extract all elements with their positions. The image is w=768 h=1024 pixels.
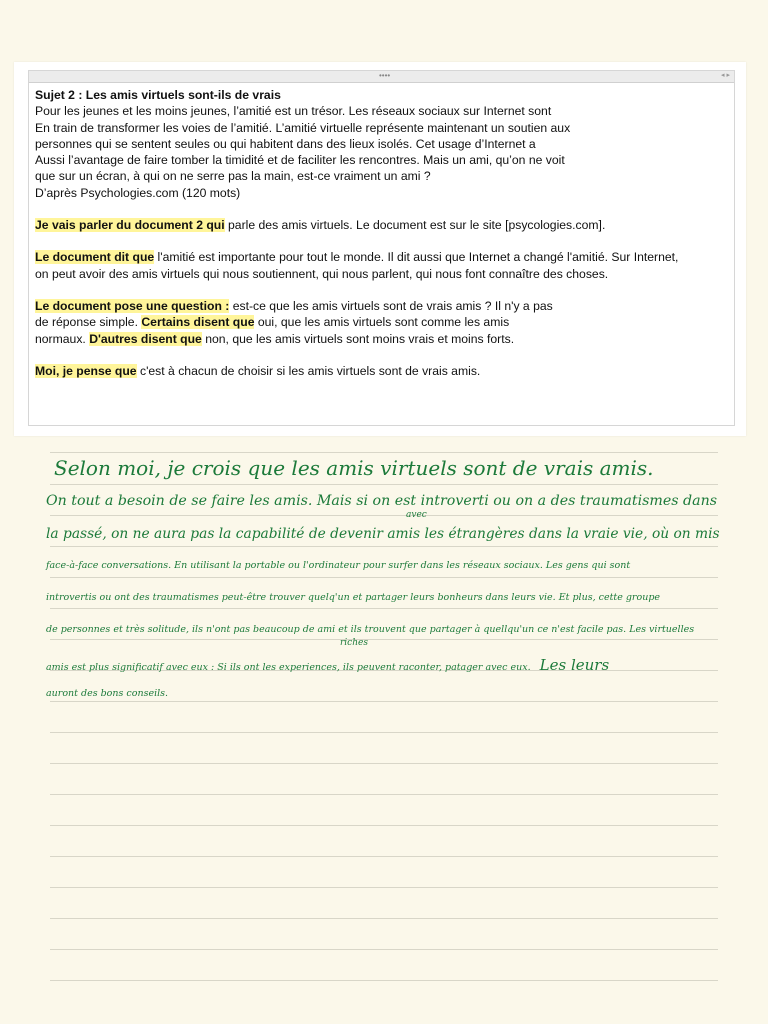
ruled-line (50, 980, 718, 981)
handwriting-line (46, 656, 609, 674)
ruled-line (50, 608, 718, 609)
paragraph-text: normaux. (35, 331, 90, 346)
ruled-line (50, 515, 718, 516)
handwriting-line: la passé, on ne aura pas la capabilité de devenir amis les étrangères dans la vraie vie, où on mis (46, 526, 720, 542)
document-frame (28, 70, 735, 426)
ruled-line (50, 763, 718, 764)
paragraph-question-cont (35, 331, 730, 347)
document-title: Sujet 2 : Les amis virtuels sont-ils de vrais (35, 88, 281, 102)
paragraph-text: c'est à chacun de choisir si les amis virtuels sont de vrais amis. (136, 363, 481, 378)
ruled-line (50, 639, 718, 640)
handwriting-line: de personnes et très solitude, ils n'ont pas beaucoup de ami et ils trouvent que partager à quellqu'un ce n'est facile pas. Les virtuelles (46, 624, 695, 635)
source-citation: D’après Psychologies.com (120 mots) (35, 185, 241, 200)
paragraph-text: est-ce que les amis virtuels sont de vrais amis ? Il n'y a pas (229, 298, 553, 313)
source-line: personnes qui se sentent seules ou qui habitent dans des lieux isolés. Cet usage d’Internet a (35, 136, 536, 151)
ruled-line (50, 949, 718, 950)
ruled-line (50, 546, 718, 547)
handwriting-line: face-à-face conversations. En utilisant la portable ou l'ordinateur pour surfer dans les réseaux sociaux. Les gens qui sont (46, 560, 631, 571)
ruled-line (50, 701, 718, 702)
handwriting-insertion: avec (406, 510, 427, 520)
paragraph-question (35, 298, 730, 314)
paragraph-question-cont (35, 314, 730, 330)
handwriting-fragment: Les leurs (539, 656, 610, 674)
ruled-line (50, 825, 718, 826)
paragraph-text: non, que les amis virtuels sont moins vrais et moins forts. (201, 331, 515, 346)
ruled-line (50, 577, 718, 578)
highlight-phrase: Le document dit que (35, 250, 155, 265)
handwriting-fragment: experiences, ils peuvent raconter, patager avec eux. (276, 662, 531, 673)
highlight-phrase: D'autres disent que (89, 331, 202, 346)
handwriting-line: auront des bons conseils. (46, 688, 169, 699)
handwriting-line: introvertis ou ont des traumatismes peut-être trouver quelq'un et partager leurs bonheurs dans leurs vie. Et plus, cette groupe (46, 592, 661, 603)
highlight-phrase: Je vais parler du document 2 qui (35, 218, 225, 233)
handwriting-insertion: riches (340, 638, 368, 648)
handwriting-fragment: amis est plus significatif avec eux : Si ils ont les (46, 662, 277, 673)
source-line: Aussi l’avantage de faire tomber la timidité et de faciliter les rencontres. Mais un ami, qu’on ne voit (35, 153, 565, 168)
source-line: que sur un écran, à qui on ne serre pas la main, est-ce vraiment un ami ? (35, 169, 431, 184)
paragraph-intro (35, 217, 730, 233)
highlight-phrase: Moi, je pense que (35, 363, 137, 378)
source-line: Pour les jeunes et les moins jeunes, l’amitié est un trésor. Les réseaux sociaux sur Internet sont (35, 104, 552, 119)
handwriting-line: On tout a besoin de se faire les amis. Mais si on est introverti ou on a des traumatismes dans (46, 493, 717, 509)
notebook-page (0, 438, 768, 1024)
ruled-line (50, 887, 718, 888)
source-line: En train de transformer les voies de l’amitié. L’amitié virtuelle représente maintenant un soutien aux (35, 120, 571, 135)
paragraph-text: parle des amis virtuels. Le document est sur le site [psycologies.com]. (224, 218, 606, 233)
paragraph-text: l'amitié est importante pour tout le monde. Il dit aussi que Internet a changé l'amitié. Sur Internet, (154, 250, 679, 265)
ruled-line (50, 484, 718, 485)
ruled-line (50, 794, 718, 795)
drag-handle-icon[interactable]: •••• (379, 71, 391, 80)
paragraph-summary (35, 249, 730, 265)
ruled-line (50, 918, 718, 919)
document-toolbar (29, 71, 734, 83)
paragraph-text: de réponse simple. (35, 315, 142, 330)
ruled-line (50, 856, 718, 857)
highlight-phrase: Certains disent que (141, 315, 255, 330)
handwriting-line: Selon moi, je crois que les amis virtuels sont de vrais amis. (54, 456, 654, 480)
document-text (35, 87, 730, 379)
paragraph-summary-cont: on peut avoir des amis virtuels qui nous soutiennent, qui nous parlent, qui nous font connaître des choses. (35, 266, 609, 281)
paragraph-text: oui, que les amis virtuels sont comme les amis (254, 315, 510, 330)
ruled-line (50, 732, 718, 733)
paragraph-opinion (35, 363, 730, 379)
ruled-line (50, 452, 718, 453)
scroll-arrows-icon[interactable]: ◂ ▸ (721, 72, 730, 79)
document-card (14, 62, 746, 436)
highlight-phrase: Le document pose une question : (35, 298, 230, 313)
